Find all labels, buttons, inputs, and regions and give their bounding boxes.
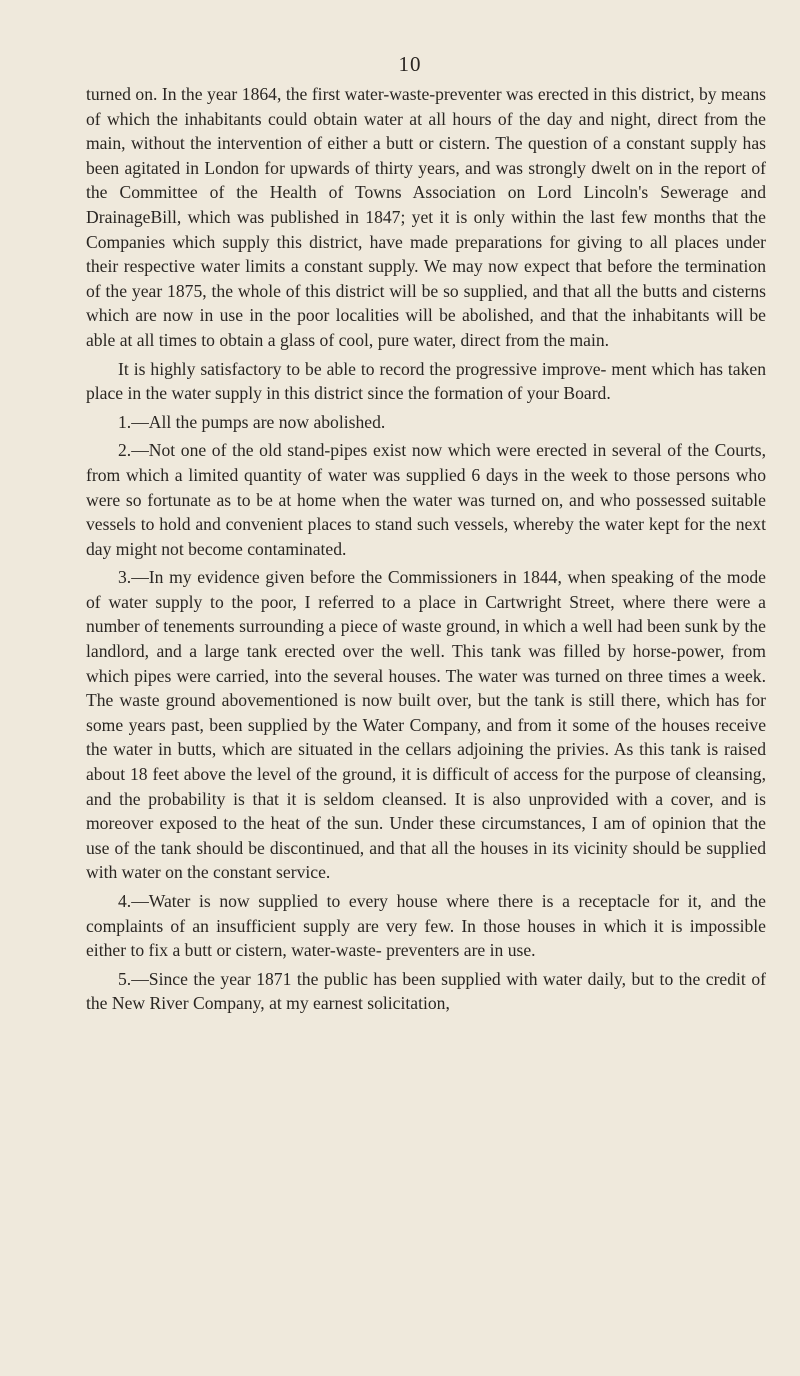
paragraph-item-1: 1.—All the pumps are now abolished. <box>118 411 386 432</box>
paragraph-item-5: 5.—Since the year 1871 the public has been supplied with water daily, but to the credit of the New River Company, at my earnest solicitation, <box>86 968 766 1014</box>
paragraph-item-2: 2.—Not one of the old stand-pipes exist now which were erected in several of the Courts, from which a limited quantity of water was supplied 6 days in the week to those persons who were so fortunate as to be at home when the water was turned on, and who possessed suitable vessels to hold and convenient places to stand such vessels, whereby the water kept for the next day might not become contaminated. <box>86 440 766 559</box>
page-number: 10 <box>398 52 422 76</box>
paragraph-item-4: 4.—Water is now supplied to every house where there is a receptacle for it, and the complaints of an insufficient supply are very few. In those houses in which it is impossible either to fix a butt or cistern, water-waste- preventers are in use. <box>86 891 766 961</box>
paragraph-item-3: 3.—In my evidence given before the Commissioners in 1844, when speaking of the mode of water supply to the poor, I referred to a place in Cartwright Street, where there were a number of tenements surrounding a piece of waste ground, in which a well had been sunk by the landlord, and a large tank erected over the well. This tank was filled by horse-power, from which pipes were carried, into the several houses. The water was turned on three times a week. The waste ground abovementioned is now built over, but the tank is still there, which has for some years past, been supplied by the Water Company, and from it some of the houses receive the water in butts, which are situated in the cellars adjoining the privies. As this tank is raised about 18 feet above the level of the ground, it is difficult of access for the purpose of cleansing, and the probability is that it is seldom cleansed. It is also unprovided with a cover, and is moreover exposed to the heat of the sun. Under these circumstances, I am of opinion that the use of the tank should be discontinued, and that all the houses in its vicinity should be supplied with water on the constant service. <box>86 567 766 883</box>
paragraph-continuation: turned on. In the year 1864, the first water-waste-preventer was erected in this district, by means of which the inhabitants could obtain water at all hours of the day and night, direct from the main, without the intervention of either a butt or cistern. The question of a constant supply has been agitated in London for upwards of thirty years, and was strongly dwelt on in the report of the Committee of the Health of Towns Association on Lord Lincoln's Sewerage and DrainageBill, which was published in 1847; yet it is only within the last few months that the Companies which supply this district, have made preparations for giving to all places under their respective water limits a constant supply. We may now expect that before the termination of the year 1875, the whole of this district will be so supplied, and that all the butts and cisterns which are now in use in the poor localities will be abolished, and that the inhabitants will be able at all times to obtain a glass of cool, pure water, direct from the main. <box>86 84 766 350</box>
body-text <box>86 82 766 1020</box>
paragraph-improvement-intro: It is highly satisfactory to be able to record the progressive improve- ment which has taken place in the water supply in this district since the formation of your Board. <box>86 358 766 404</box>
